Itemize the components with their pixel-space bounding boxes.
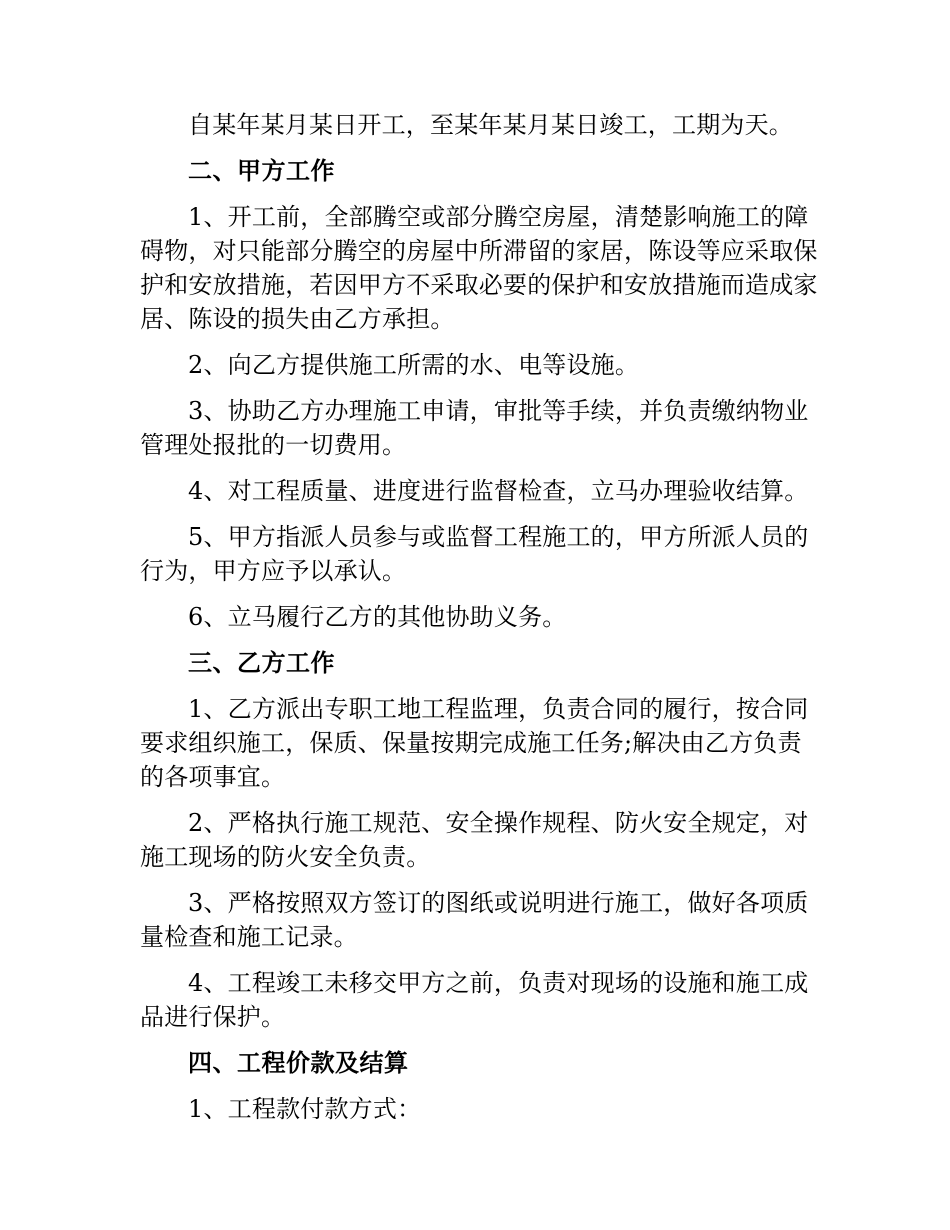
section-2-heading: 二、甲方工作 xyxy=(188,156,335,185)
section-3-item-1: 1、乙方派出专职工地工程监理，负责合同的履行，按合同要求组织施工，保质、保量按期完成施工任务;解决由乙方负责的各项事宜。 xyxy=(140,695,809,791)
section-3-item-2: 2、严格执行施工规范、安全操作规程、防火安全规定，对施工现场的防火安全负责。 xyxy=(140,809,809,871)
section-2-item-1: 1、开工前，全部腾空或部分腾空房屋，清楚影响施工的障碍物，对只能部分腾空的房屋中所滞留的家居，陈设等应采取保护和安放措施，若因甲方不采取必要的保护和安放措施而造成家居、陈设的损失由乙方承担。 xyxy=(140,203,818,333)
section-2-item-2: 2、向乙方提供施工所需的水、电等设施。 xyxy=(188,351,640,379)
section-4-heading: 四、工程价款及结算 xyxy=(188,1048,409,1077)
section-2-item-6: 6、立马履行乙方的其他协助义务。 xyxy=(188,603,567,631)
section-4-item-1: 1、工程款付款方式： xyxy=(188,1095,422,1123)
section-2-item-5: 5、甲方指派人员参与或监督工程施工的，甲方所派人员的行为，甲方应予以承认。 xyxy=(140,523,809,585)
section-3-item-4: 4、工程竣工未移交甲方之前，负责对现场的设施和施工成品进行保护。 xyxy=(140,969,809,1031)
section-2-item-4: 4、对工程质量、进度进行监督检查，立马办理验收结算。 xyxy=(188,477,809,505)
section-3-item-3: 3、严格按照双方签订的图纸或说明进行施工，做好各项质量检查和施工记录。 xyxy=(140,889,809,951)
document-body xyxy=(140,108,820,1138)
section-2-item-3: 3、协助乙方办理施工申请，审批等手续，并负责缴纳物业管理处报批的一切费用。 xyxy=(140,397,809,459)
intro-paragraph: 自某年某月某日开工，至某年某月某日竣工，工期为天。 xyxy=(188,111,793,139)
section-3-heading: 三、乙方工作 xyxy=(188,648,335,677)
